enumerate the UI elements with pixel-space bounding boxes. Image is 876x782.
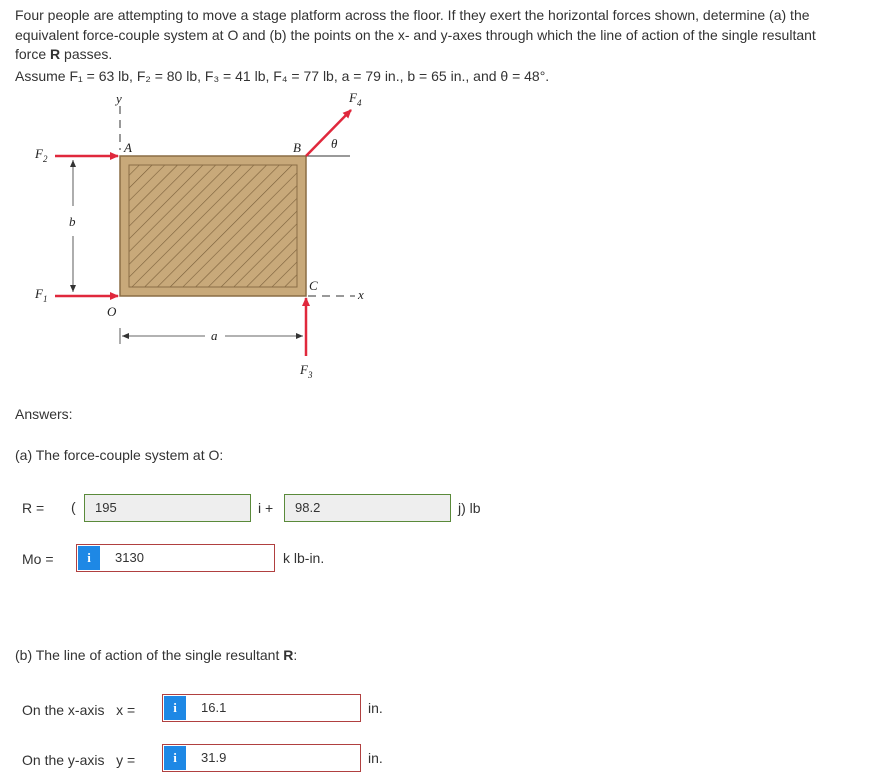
dimension-a-label: a — [211, 328, 218, 343]
force-F4-subscript: 4 — [357, 98, 362, 108]
problem-line-3: force R passes. — [15, 46, 113, 62]
answers-heading: Answers: — [15, 406, 73, 422]
force-F1-subscript: 1 — [43, 294, 48, 304]
x-intercept-unit: in. — [368, 700, 383, 716]
y-intercept-input[interactable] — [162, 744, 361, 772]
force-F2-subscript: 2 — [43, 154, 48, 164]
force-F3-subscript: 3 — [308, 370, 313, 380]
theta-label: θ — [331, 136, 338, 151]
info-icon[interactable]: i — [164, 696, 186, 720]
force-F4-label: F — [349, 90, 357, 105]
problem-line-2: equivalent force-couple system at O and (b) the points on the x- and y-axes through which the line of action of the single resultant — [15, 26, 816, 43]
R-open-paren: ( — [71, 499, 76, 515]
R-j-component-input[interactable]: 98.2 — [284, 494, 451, 522]
force-F2-label: F — [35, 146, 43, 161]
force-F1-label: F — [35, 286, 43, 301]
R-j-unit: j) lb — [458, 500, 481, 516]
y-axis-answer-label: On the y-axis y = — [22, 752, 136, 768]
Mo-unit: k lb-in. — [283, 550, 325, 566]
Mo-input[interactable] — [76, 544, 275, 572]
problem-givens: Assume F₁ = 63 lb, F₂ = 80 lb, F₃ = 41 lb, F₄ = 77 lb, a = 79 in., b = 65 in., and θ = 48°. — [15, 68, 550, 84]
part-a-prompt: (a) The force-couple system at O: — [15, 447, 224, 463]
problem-statement — [15, 6, 860, 65]
R-i-component-input[interactable]: 195 — [84, 494, 251, 522]
y-intercept-unit: in. — [368, 750, 383, 766]
corner-B-label: B — [293, 140, 301, 155]
corner-C-label: C — [309, 278, 318, 293]
origin-O-label: O — [107, 304, 117, 319]
Mo-value: 3130 — [115, 550, 144, 565]
x-axis-label: x — [358, 287, 364, 302]
y-axis-label: y — [116, 91, 122, 106]
x-intercept-value: 16.1 — [201, 700, 227, 715]
x-axis-answer-label: On the x-axis x = — [22, 702, 136, 718]
stage-platform-figure — [25, 88, 385, 388]
part-b-prompt: (b) The line of action of the single resultant R: — [15, 647, 298, 663]
Mo-label: Mo = — [22, 551, 54, 567]
corner-A-label: A — [124, 140, 132, 155]
R-label: R = — [22, 500, 45, 516]
y-intercept-value: 31.9 — [201, 750, 227, 765]
info-icon[interactable]: i — [164, 746, 186, 770]
info-icon[interactable]: i — [78, 546, 100, 570]
platform-hatched-top — [129, 165, 297, 287]
R-i-unit: i + — [258, 500, 274, 516]
x-intercept-input[interactable] — [162, 694, 361, 722]
problem-line-1: Four people are attempting to move a stage platform across the floor. If they exert the horizontal forces shown, determine (a) the — [15, 7, 810, 23]
dimension-b-label: b — [69, 214, 76, 229]
force-F3-label: F — [300, 362, 308, 377]
force-F4-arrow — [306, 110, 351, 156]
